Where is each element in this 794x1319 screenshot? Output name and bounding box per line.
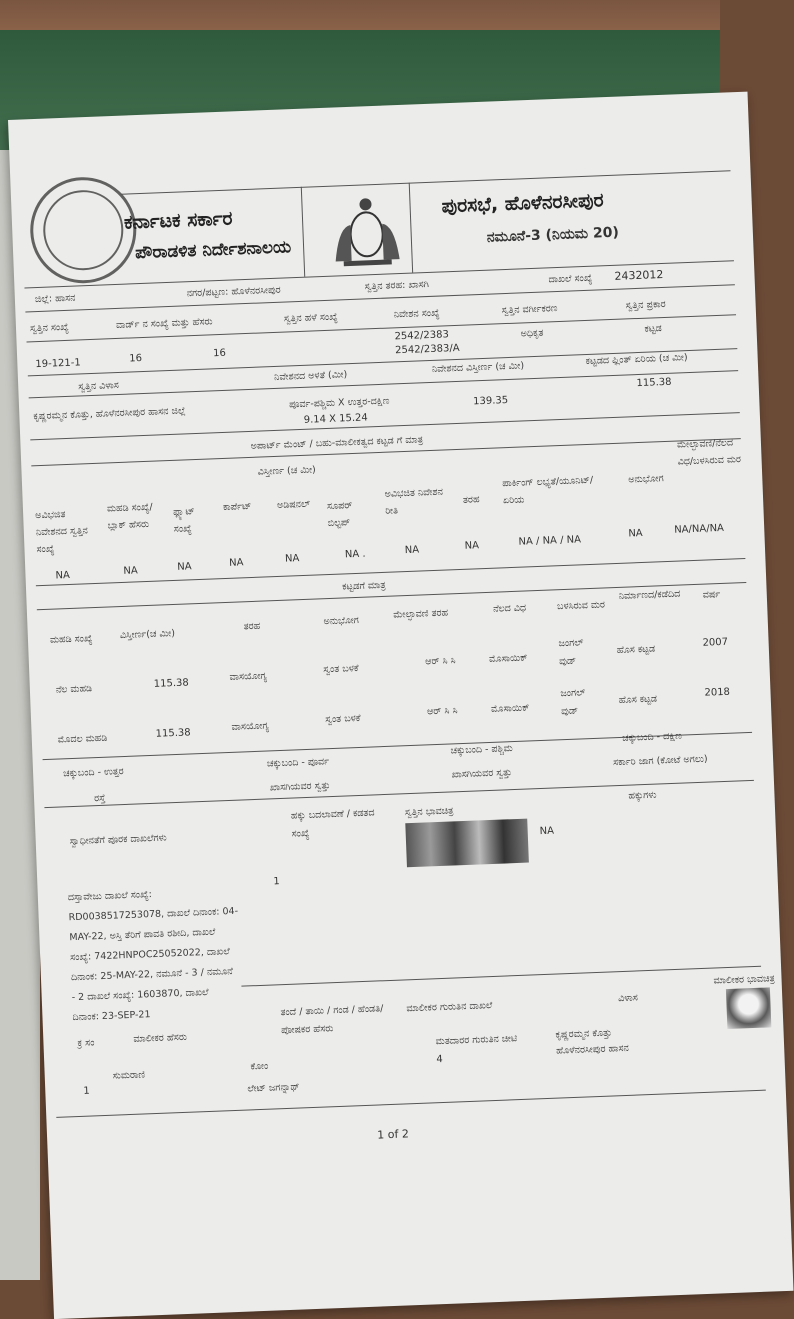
- site-number: 2542/2383: [394, 329, 450, 343]
- page-number: 1 of 2: [376, 1127, 410, 1142]
- floor-year: 2007: [702, 636, 729, 649]
- town-label: ನಗರ/ಪಟ್ಟಣ: ಹೊಳೆನರಸೀಪುರ: [186, 284, 281, 300]
- floor-construction: ಹೊಸ ಕಟ್ಟಡ: [616, 643, 656, 657]
- boundary-west-label: ಚಕ್ಕುಬಂದಿ - ಪಶ್ಚಿಮ: [450, 743, 513, 757]
- property-address: ಕೃಷ್ಣರಮ್ಮನ ಕೊತ್ತು, ಹೊಳೆನರಸೀಪುರ ಹಾಸನ ಜಿಲ್ಲೆ: [33, 405, 186, 423]
- owner-id-header: ಮಾಲೀಕರ ಗುರುತಿನ ದಾಖಲೆ: [406, 1000, 493, 1015]
- floor-roof: ಆರ್ ಸಿ ಸಿ: [426, 705, 458, 718]
- floor-usage: ಸ್ವಂತ ಬಳಕೆ: [323, 662, 359, 676]
- roof-type-header: ಮೇಲ್ಛಾವಣಿ ತರಹ: [393, 607, 449, 621]
- flat-number-header: ಫ್ಲ್ಯಾಟ್ ಸಂಖ್ಯೆ: [172, 506, 195, 535]
- entry-number-label: ದಾಖಲೆ ಸಂಖ್ಯೆ: [548, 272, 593, 286]
- apartment-value-4: NA: [228, 557, 244, 569]
- apartment-section-title: ಅಪಾರ್ಟ್ ಮೆಂಟ್ / ಬಹು-ಮಾಲೀಕತ್ವದ ಕಟ್ಟಡ ಗೆ ಮಾತ್ರ: [250, 434, 424, 452]
- type-header: ತರಹ: [462, 494, 480, 506]
- construction-header: ನಿರ್ಮಾಣದ/ಕಡೆದಿದ: [618, 588, 681, 602]
- site-area-header: ನಿವೇಶನದ ವಿಸ್ತೀರ್ಣ (ಚ ಮೀ): [431, 360, 525, 375]
- apartment-value-3: NA: [177, 561, 192, 573]
- parking-header: ಪಾರ್ಕಿಂಗ್ ಲಭ್ಯತೆ/ಯೂನಿಟ್/ಏರಿಯ: [502, 474, 594, 507]
- super-builtup-header: ಸೂಪರ್ ಬಿಲ್ಟಪ್: [326, 500, 353, 530]
- classification-value: ಅಧಿಕೃತ: [520, 327, 544, 340]
- floor-type: ವಾಸಯೋಗ್ಯ: [229, 670, 268, 683]
- ward-header: ವಾರ್ಡ್ ನ ಸಂಖ್ಯೆ ಮತ್ತು ಹೆಸರು: [115, 316, 213, 332]
- year-header: ವರ್ಷ: [702, 589, 721, 601]
- floor-area: 115.38: [153, 677, 189, 690]
- owner-name-header: ಮಾಲೀಕರ ಹೆಸರು: [133, 1031, 188, 1045]
- apartment-value-11: NA/NA/NA: [674, 522, 725, 536]
- ward-name: 16: [212, 347, 227, 360]
- building-section-title: ಕಟ್ಟಡಗೆ ಮಾತ್ರ: [341, 579, 386, 593]
- apartment-value-5: NA: [284, 553, 300, 565]
- additional-header: ಅಡಿಷನಲ್: [276, 498, 311, 511]
- plinth-area-header: ಕಟ್ಟಡದ ಫ್ಲಿಂತ್ ಏರಿಯ (ಚ ಮೀ): [585, 352, 688, 367]
- apartment-value-2: NA: [123, 565, 138, 577]
- district-label: ಜಿಲ್ಲೆ: ಹಾಸನ: [34, 292, 76, 306]
- document-line: - 2 ದಾಖಲೆ ಸಂಖ್ಯೆ: 1603870, ದಾಖಲೆ: [71, 986, 209, 1004]
- apartment-value-7: NA: [404, 544, 420, 557]
- owner-photo: [726, 987, 772, 1029]
- undivided-site-header: ಅವಿಭಜಿತ ನಿವೇಶನ ರೀತಿ: [384, 486, 444, 517]
- property-form-page: [8, 92, 794, 1319]
- site-dimension: 9.14 X 15.24: [303, 412, 369, 426]
- floor-kind-header: ನೆಲದ ವಿಧ: [492, 602, 527, 615]
- undivided-property-header: ಅವಿಭಜಿತ ನಿವೇಶನದ ಸ್ವತ್ತಿನ ಸಂಖ್ಯೆ: [35, 509, 89, 556]
- owner-address-header: ವಿಳಾಸ: [617, 992, 639, 1005]
- rights-value: NA: [539, 825, 555, 838]
- file-number-header: ಹಕ್ಕು ಬದಲಾವಣೆ / ಕಡತದ ಸಂಖ್ಯೆ: [290, 807, 375, 840]
- rights-header: ಹಕ್ಕುಗಳು: [628, 789, 657, 802]
- boundary-west-value: ಖಾಸಗಿಯವರ ಸ್ವತ್ತು: [451, 767, 513, 781]
- carpet-header: ಕಾರ್ಪೆಟ್: [222, 500, 252, 514]
- file-number: 1: [273, 876, 281, 888]
- floor-block-header: ಮಹಡಿ ಸಂಖ್ಯೆ/ಬ್ಲಾಕ್ ಹೆಸರು: [106, 501, 153, 532]
- owner-name: ಸುಮರಾಣಿ: [112, 1069, 146, 1082]
- property-number: 19-121-1: [35, 357, 81, 371]
- apartment-value-6: NA .: [344, 548, 366, 561]
- property-photo: [405, 819, 529, 868]
- wood-used-header: ಬಳಸಿರುವ ಮರ: [556, 599, 606, 613]
- floor-name: ನೆಲ ಮಹಡಿ: [55, 683, 93, 696]
- floor-number-header: ಮಹಡಿ ಸಂಖ್ಯೆ: [49, 633, 93, 646]
- old-number-header: ಸ್ವತ್ತಿನ ಹಳೆ ಸಂಖ್ಯೆ: [283, 311, 338, 325]
- directorate-title: ಪೌರಾಡಳಿತ ನಿರ್ದೇಶನಾಲಯ: [134, 237, 292, 264]
- site-dimension-header: ನಿವೇಶನದ ಅಳತೆ (ಮೀ): [273, 369, 348, 383]
- floor-wood: ಜಂಗಲ್ ವುಡ್: [558, 637, 584, 668]
- roof-floor-wood-header: ಮೇಲ್ಛಾವಣಿ/ನೆಲದ ವಿಧ/ಬಳಸಿರುವ ಮರ: [676, 437, 742, 468]
- office-seal-stamp: [28, 175, 138, 285]
- floor-area: 115.38: [155, 727, 191, 740]
- apartment-value-8: NA: [464, 540, 480, 552]
- boundary-south-label: ಚಕ್ಕುಬಂದಿ - ದಕ್ಷಿಣ: [621, 730, 683, 744]
- form-number: ನಮೂನೆ-3 (ನಿಯಮ 20): [486, 224, 620, 246]
- boundary-east-label: ಚಕ್ಕುಬಂದಿ - ಪೂರ್ವ: [266, 756, 330, 770]
- floor-flooring: ಮೊಸಾಯಿಕ್: [490, 702, 530, 715]
- floor-year: 2018: [704, 686, 731, 699]
- document-line: RD0038517253078, ದಾಖಲೆ ದಿನಾಂಕ: 04-: [68, 905, 239, 924]
- owner-sno: 1: [83, 1085, 90, 1097]
- document-line: ದಿನಾಂಕ: 23-SEP-21: [72, 1009, 151, 1024]
- boundary-north-label: ಚಕ್ಕುಬಂದಿ - ಉತ್ತರ: [62, 766, 124, 780]
- floor-area-header: ವಿಸ್ತೀರ್ಣ(ಚ ಮೀ): [119, 627, 176, 642]
- apartment-value-9: NA / NA / NA: [518, 534, 582, 548]
- site-number-2: 2542/2383/A: [394, 342, 460, 357]
- property-kind-header: ಸ್ವತ್ತಿನ ಪ್ರಕಾರ: [625, 298, 666, 312]
- dimension-label: ಪೂರ್ವ-ಪಶ್ಚಿಮ X ಉತ್ತರ-ದಕ್ಷಿಣ: [288, 395, 390, 411]
- owner-photo-header: ಮಾಲೀಕರ ಭಾವಚಿತ್ರ: [713, 973, 776, 987]
- owner-relation-header: ತಂದೆ / ತಾಯಿ / ಗಂಡ / ಹೆಂಡತಿ/ಪೋಷಕರ ಹೆಸರು: [280, 1003, 384, 1037]
- property-kind-value: ಕಟ್ಟಡ: [644, 323, 662, 335]
- karnataka-emblem-icon: [327, 189, 406, 270]
- floor-roof: ಆರ್ ಸಿ ಸಿ: [424, 655, 456, 668]
- apartment-area-header: ವಿಸ್ತೀರ್ಣ (ಚ ಮೀ): [257, 464, 317, 478]
- boundary-south-value: ಸರ್ಕಾರಿ ಜಾಗ (ಕೋಟೆ ಅಗಲು): [612, 753, 708, 769]
- owner-id-number: 4: [436, 1054, 443, 1066]
- entry-number: 2432012: [614, 267, 664, 283]
- document-line: MAY-22, ಅಸ್ತಿ ತೆರಿಗೆ ಪಾವತಿ ರಶೀದಿ, ದಾಖಲೆ: [69, 926, 216, 944]
- floor-usage: ಸ್ವಂತ ಬಳಕೆ: [325, 712, 361, 726]
- owner-address-line2: ಹೊಳೆನರಸೀಪುರ ಹಾಸನ: [555, 1042, 630, 1057]
- site-number-header: ನಿವೇಶನ ಸಂಖ್ಯೆ: [393, 307, 440, 321]
- boundary-east-value: ಖಾಸಗಿಯವರ ಸ್ವತ್ತು: [269, 780, 331, 794]
- usage-header: ಅನುಭೋಗ: [628, 473, 664, 486]
- floor-construction: ಹೊಸ ಕಟ್ಟಡ: [618, 693, 658, 706]
- apartment-value-1: NA: [55, 569, 71, 582]
- owner-id-type: ಮತದಾರರ ಗುರುತಿನ ಚೀಟಿ: [435, 1033, 518, 1048]
- document-line: ದಿನಾಂಕ: 25-MAY-22, ನಮೂನೆ - 3 / ನಮೂನೆ: [70, 965, 234, 984]
- building-usage-header: ಅನುಭೋಗ: [323, 614, 360, 628]
- floor-name: ಮೊದಲ ಮಹಡಿ: [57, 732, 108, 746]
- owner-address-line1: ಕೃಷ್ಣರಮ್ಮನ ಕೊತ್ತು: [555, 1027, 613, 1041]
- address-header: ಸ್ವತ್ತಿನ ವಿಳಾಸ: [78, 379, 120, 393]
- classification-header: ಸ್ವತ್ತಿನ ವರ್ಗೀಕರಣ: [501, 303, 558, 317]
- property-number-header: ಸ್ವತ್ತಿನ ಸಂಖ್ಯೆ: [29, 321, 69, 335]
- boundary-north-value: ರಸ್ತೆ: [93, 792, 106, 805]
- owner-relation: ಕೋಂ: [250, 1060, 269, 1073]
- property-photo-header: ಸ್ವತ್ತಿನ ಭಾವಚಿತ್ರ: [404, 805, 454, 819]
- document-line: ದಸ್ತಾವೇಜು ದಾಖಲೆ ಸಂಖ್ಯೆ:: [67, 889, 153, 904]
- floor-wood: ಜಂಗಲ್ ವುಡ್: [560, 687, 586, 718]
- property-type-label: ಸ್ವತ್ತಿನ ತರಹ: ಖಾಸಗಿ: [364, 278, 430, 293]
- municipality-title: ಪುರಸಭೆ, ಹೊಳೆನರಸೀಪುರ: [441, 189, 604, 218]
- floor-flooring: ಮೊಸಾಯಿಕ್: [488, 652, 528, 665]
- ward-number: 16: [129, 353, 143, 365]
- owner-relative-name: ಲೇಟ್ ಜಗನ್ನಾಥ್: [247, 1081, 300, 1095]
- owner-sno-header: ಕ್ರ ಸಂ: [77, 1037, 95, 1050]
- plinth-area: 115.38: [636, 376, 672, 390]
- floor-type: ವಾಸಯೋಗ್ಯ: [231, 720, 270, 733]
- building-type-header: ತರಹ: [243, 620, 261, 633]
- govt-title: ಕರ್ನಾಟಕ ಸರ್ಕಾರ: [123, 207, 233, 234]
- documents-header: ಸ್ವಾಧೀನತೆಗೆ ಪೂರಕ ದಾಖಲೆಗಳು: [69, 832, 167, 848]
- site-area: 139.35: [472, 395, 509, 408]
- apartment-value-10: NA: [628, 527, 643, 540]
- document-line: ಸಂಖ್ಯೆ: 7422HNPOC25052022, ದಾಖಲೆ: [69, 946, 230, 964]
